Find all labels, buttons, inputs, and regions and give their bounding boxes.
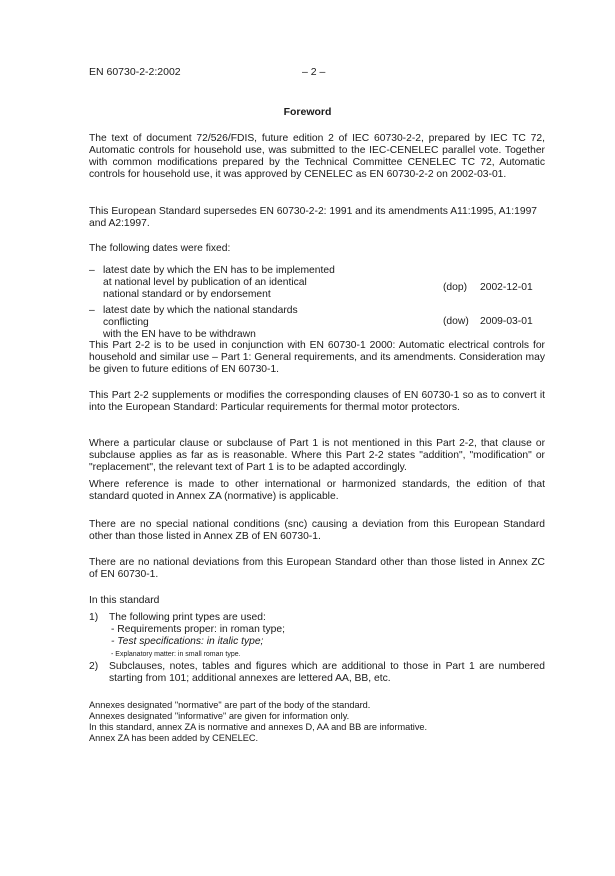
date-code: (dop) [443,282,468,293]
date-item-dop [89,265,545,305]
date-item-dow [89,305,545,340]
paragraph-supplements: This Part 2-2 supplements or modifies the corresponding clauses of EN 60730-1 so as to convert it into the European Standard: Particular requirements for thermal motor protectors. [89,390,545,413]
paragraph-reference: Where reference is made to other international or harmonized standards, the edition of that standard quoted in Annex ZA (normative) is applicable. [89,479,545,502]
list-number: 1) [89,612,99,623]
paragraph-edition: The text of document 72/526/FDIS, future edition 2 of IEC 60730-2-2, prepared by IEC TC 72, Automatic controls for household use, was submitted to the IEC-CENELEC parallel vote. Together with common modifications prepared by the Technical Committee CENELEC TC 72, Automatic controls for household use, it was approved by CENELEC as EN 60730-2-2 on 2002-03-01. [89,133,545,180]
list-text [109,612,545,660]
page-title: Foreword [283,106,332,118]
date-code: (dow) [443,316,469,327]
list-text: Subclauses, notes, tables and figures which are additional to those in Part 1 are numbered starting from 101; additional annexes are lettered AA, BB, etc. [109,661,545,684]
date-description [103,305,343,341]
page-number: – 2 – [302,66,326,78]
date-description-line: latest date by which the national standards conflicting [103,305,298,328]
date-description-line: with the EN have to be withdrawn [103,329,256,340]
paragraph-dates-intro: The following dates were fixed: [89,243,231,254]
date-description [103,265,343,301]
list-number: 2) [89,661,99,672]
paragraph-conjunction: This Part 2-2 is to be used in conjunction with EN 60730-1 2000: Automatic electrical controls for household and similar use – Part 1: General requirements, and its amendments. Consideration may be given to future editions of EN 60730-1. [89,340,545,375]
date-value: 2002-12-01 [480,282,533,293]
paragraph-in-this-standard: In this standard [89,595,160,606]
paragraph-snc: There are no special national conditions (snc) causing a deviation from this European Standard other than those listed in Annex ZB of EN 60730-1. [89,519,545,542]
list-item [89,661,545,689]
paragraph-clause-applies: Where a particular clause or subclause of Part 1 is not mentioned in this Part 2-2, that clause or subclause applies as far as is reasonable. Where this Part 2-2 states "addition", "modification" or "replacement", the relevant text of Part 1 is to be adapted accordingly. [89,438,545,473]
annex-notes [89,700,559,744]
document-id: EN 60730-2-2:2002 [89,66,181,78]
dash-marker: – [89,265,95,276]
paragraph-supersedes: This European Standard supersedes EN 60730-2-2: 1991 and its amendments A11:1995, A1:1997 and A2:1997. [89,206,538,229]
annex-line: Annexes designated "informative" are given for information only. [89,711,350,721]
sub-item-roman: - Requirements proper: in roman type; [111,624,285,635]
dash-marker: – [89,305,95,316]
annex-line: In this standard, annex ZA is normative and annexes D, AA and BB are informative. [89,722,428,732]
date-description-line: at national level by publication of an identical [103,277,307,288]
sub-item-italic: - Test specifications: in italic type; [111,636,264,647]
list-item-heading: The following print types are used: [109,612,266,623]
paragraph-deviations: There are no national deviations from this European Standard other than those listed in Annex ZC of EN 60730-1. [89,557,545,580]
date-value: 2009-03-01 [480,316,533,327]
date-description-line: latest date by which the EN has to be implemented [103,265,335,276]
date-description-line: national standard or by endorsement [103,289,271,300]
annex-line: Annexes designated "normative" are part of the body of the standard. [89,700,371,710]
sub-item-small: - Explanatory matter: in small roman type. [111,651,241,658]
annex-line: Annex ZA has been added by CENELEC. [89,733,259,743]
